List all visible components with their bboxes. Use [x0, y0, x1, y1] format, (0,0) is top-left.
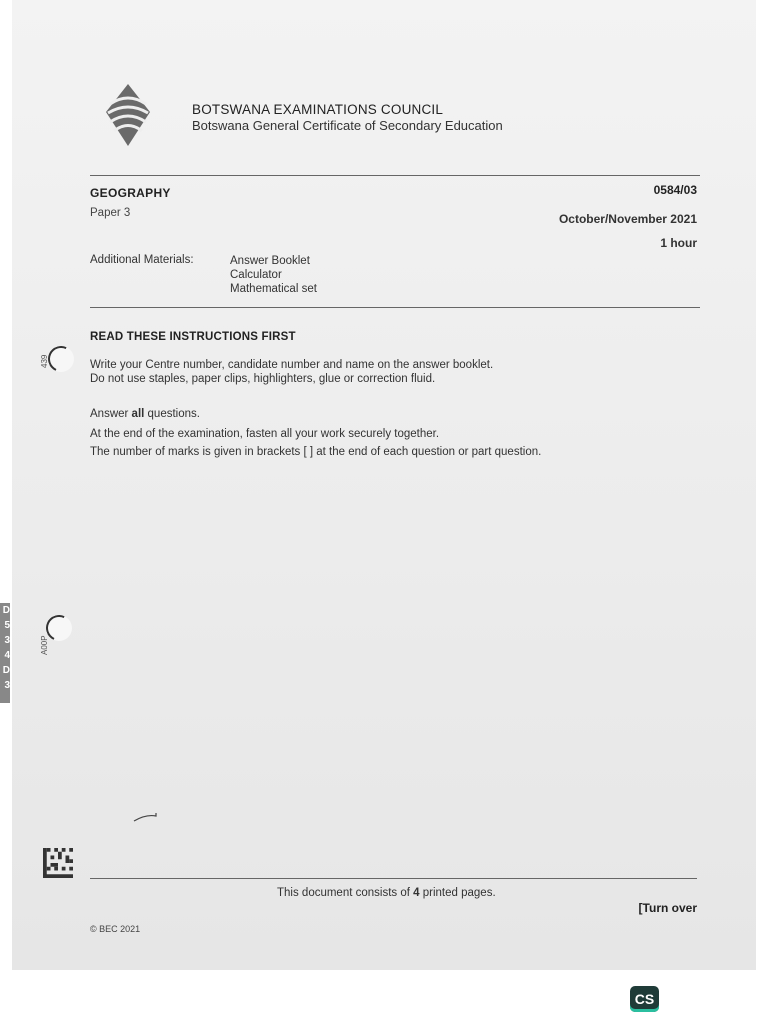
divider-top — [90, 175, 700, 176]
datamatrix-code-icon — [42, 848, 74, 878]
side-code-bottom: A00P — [40, 635, 49, 655]
pen-mark — [132, 810, 172, 824]
instructions-title: READ THESE INSTRUCTIONS FIRST — [90, 331, 296, 343]
certificate-name: Botswana General Certificate of Secondary Education — [192, 118, 503, 133]
paper-number: Paper 3 — [90, 207, 131, 219]
material-item: Calculator — [230, 269, 282, 281]
instruction-line: The number of marks is given in brackets [ ] at the end of each question or part question. — [90, 446, 542, 458]
exam-code: 0584/03 — [653, 183, 697, 197]
exam-duration: 1 hour — [660, 236, 697, 250]
bec-logo-icon — [100, 82, 156, 148]
material-item: Answer Booklet — [230, 255, 310, 267]
candidate-code-strip: D 5 3 4 D 3 — [0, 603, 10, 703]
subject-title: GEOGRAPHY — [90, 186, 171, 200]
divider-bottom — [90, 878, 697, 879]
material-item: Mathematical set — [230, 283, 317, 295]
council-name: BOTSWANA EXAMINATIONS COUNCIL — [192, 102, 444, 117]
exam-session: October/November 2021 — [558, 212, 697, 226]
page-count-note: This document consists of 4 printed pages. — [277, 887, 496, 899]
additional-materials-list — [230, 254, 317, 296]
turn-over-label: [Turn over — [638, 901, 697, 915]
punch-hole — [44, 342, 77, 375]
side-code-top: 439 — [40, 354, 49, 368]
instruction-line: Write your Centre number, candidate number and name on the answer booklet. — [90, 359, 494, 371]
copyright: © BEC 2021 — [90, 924, 141, 934]
instruction-line: Answer all questions. — [90, 408, 200, 420]
divider-middle — [90, 307, 700, 308]
exam-paper — [12, 0, 756, 970]
instruction-line: Do not use staples, paper clips, highlighters, glue or correction fluid. — [90, 373, 436, 385]
additional-materials-label: Additional Materials: — [90, 254, 194, 266]
camscanner-badge[interactable]: CS — [630, 986, 659, 1012]
instruction-line: At the end of the examination, fasten all your work securely together. — [90, 428, 440, 440]
